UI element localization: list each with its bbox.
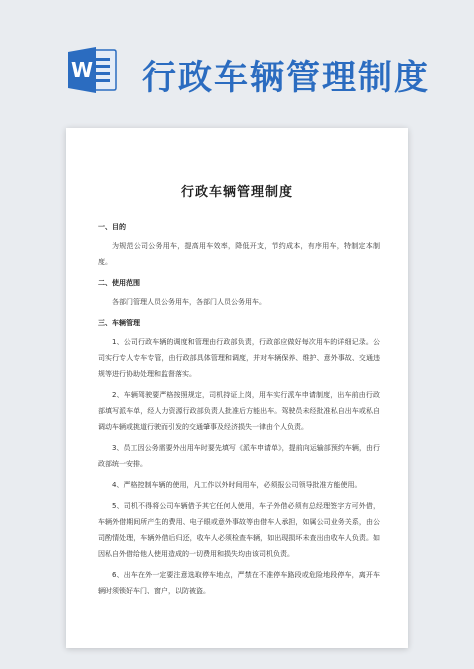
document-body: [66, 222, 408, 599]
word-logo-icon: [64, 42, 120, 98]
header-title: 行政车辆管理制度: [142, 58, 430, 98]
page-header: [0, 0, 474, 115]
document-title: 行政车辆管理制度: [180, 185, 293, 200]
section-paragraph: 2、车辆驾驶要严格按照规定，司机持证上岗，用车实行派车申请制度，出车前由行政部填写派车单，经人力资源行政部负责人批准后方能出车。驾驶员未经批准私自出车或私自调动车辆或挑道行驶而引发的交通肇事及经济损失一律由个人负责。: [98, 391, 380, 431]
section-paragraph: 为规范公司公务用车，提高用车效率，降低开支，节约成本，有序用车，特制定本制度。: [98, 242, 380, 266]
section-paragraph: 3、员工因公务需要外出用车时要先填写《派车申请单》，提前向运输部预约车辆，由行政部统一安排。: [98, 444, 380, 468]
section-paragraph: 6、出车在外一定要注意选取停车地点，严禁在不准停车路段或危险地段停车，离开车辆时须锁好车门、窗户，以防被盗。: [98, 571, 380, 595]
section-paragraph: 4、严格控制车辆的使用，凡工作以外时间用车，必须报公司领导批准方能使用。: [112, 481, 362, 489]
document-page: [66, 128, 408, 648]
section-heading-vehicle-management: 三、车辆管理: [98, 319, 140, 327]
word-logo-letter: W: [70, 58, 94, 82]
section-paragraph: 各部门管理人员公务用车，各部门人员公务用车。: [112, 298, 266, 306]
section-paragraph: 5、司机不得将公司车辆借予其它任何人使用，车子外借必须有总经理签字方可外借，车辆外借期间所产生的费用、电子眼或意外事故等由借车人承担，如属公司业务关系，由公司酌情处理，车辆外借后归还，收车人必须检查车辆，如出现损坏未查出由收车人负责。如因私自外借给他人使用造成的一切费用和损失均由该司机负责。: [98, 502, 380, 558]
section-heading-purpose: 一、目的: [98, 223, 126, 231]
section-paragraph: 1、公司行政车辆的调度和管理由行政部负责，行政部应做好每次用车的详细记录。公司实行专人专车专管，由行政部具体管理和调度，并对车辆保养、维护、意外事故、交通违规等进行协助处理和监督落实。: [98, 338, 380, 378]
section-heading-scope: 二、使用范围: [98, 279, 140, 287]
